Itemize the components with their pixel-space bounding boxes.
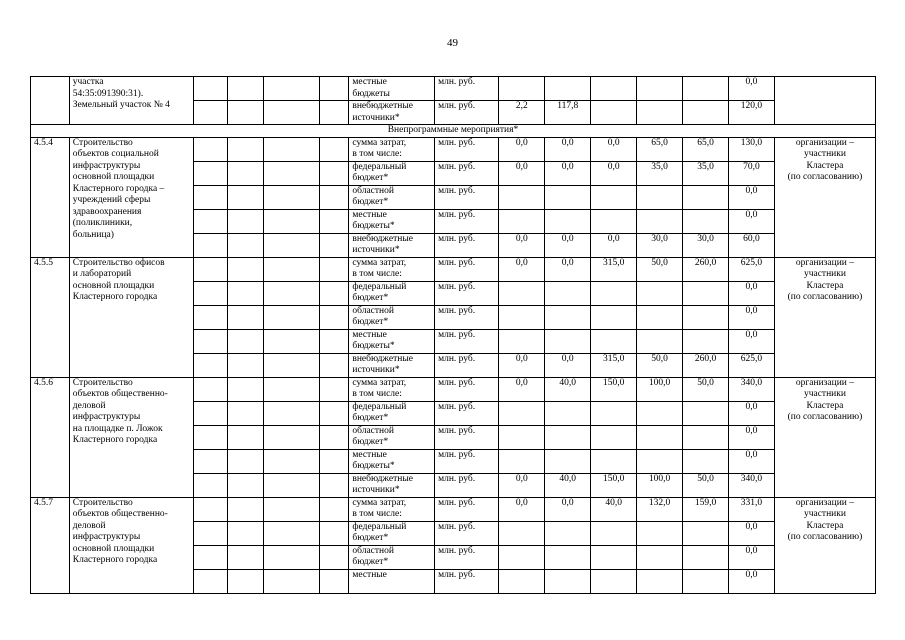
item-number: 4.5.5 (31, 257, 70, 377)
value-cell (637, 425, 683, 449)
unit-label: млн. руб. (435, 353, 499, 377)
value-cell (683, 545, 729, 569)
value-cell (499, 521, 545, 545)
value-cell: 132,0 (637, 497, 683, 521)
empty-cell (194, 449, 228, 473)
value-cell: 0,0 (728, 401, 774, 425)
empty-cell (319, 329, 349, 353)
item-number: 4.5.4 (31, 137, 70, 257)
value-cell (591, 449, 637, 473)
value-cell: 0,0 (545, 353, 591, 377)
value-cell: 50,0 (637, 257, 683, 281)
value-cell: 70,0 (728, 161, 774, 185)
value-cell: 260,0 (683, 353, 729, 377)
value-cell: 0,0 (728, 209, 774, 233)
executor: организации – участники Кластера (по согласованию) (774, 377, 875, 497)
empty-cell (194, 257, 228, 281)
empty-cell (194, 161, 228, 185)
value-cell: 50,0 (683, 377, 729, 401)
item-name: участка 54:35:091390:31). Земельный участок № 4 (69, 77, 194, 125)
empty-cell (263, 569, 319, 593)
item-name: Строительство объектов социальной инфраструктуры основной площадки Кластерного городка – учреждений сферы здравоохранения (поликлиники, больница) (69, 137, 194, 257)
value-cell (637, 449, 683, 473)
funding-source: местные бюджеты* (349, 449, 435, 473)
funding-source: сумма затрат, в том числе: (349, 377, 435, 401)
value-cell (545, 521, 591, 545)
funding-source: внебюджетные источники* (349, 473, 435, 497)
value-cell: 0,0 (728, 545, 774, 569)
empty-cell (194, 185, 228, 209)
value-cell: 30,0 (637, 233, 683, 257)
empty-cell (227, 473, 263, 497)
empty-cell (263, 473, 319, 497)
value-cell (545, 545, 591, 569)
value-cell (637, 329, 683, 353)
funding-source: местные бюджеты (349, 77, 435, 101)
value-cell: 2,2 (499, 101, 545, 125)
value-cell: 0,0 (545, 497, 591, 521)
funding-source: федеральный бюджет* (349, 161, 435, 185)
funding-source: местные бюджеты* (349, 329, 435, 353)
empty-cell (263, 137, 319, 161)
fragment-row (31, 77, 876, 101)
value-cell: 625,0 (728, 257, 774, 281)
unit-label: млн. руб. (435, 101, 499, 125)
value-cell: 40,0 (591, 497, 637, 521)
unit-label: млн. руб. (435, 209, 499, 233)
executor: организации – участники Кластера (по согласованию) (774, 257, 875, 377)
value-cell (637, 281, 683, 305)
value-cell (545, 449, 591, 473)
value-cell (683, 209, 729, 233)
value-cell (499, 77, 545, 101)
empty-cell (319, 449, 349, 473)
item-number (31, 77, 70, 125)
empty-cell (194, 137, 228, 161)
value-cell (545, 329, 591, 353)
empty-cell (194, 569, 228, 593)
value-cell: 100,0 (637, 473, 683, 497)
funding-source: местные (349, 569, 435, 593)
value-cell: 0,0 (591, 161, 637, 185)
value-cell: 340,0 (728, 473, 774, 497)
value-cell: 0,0 (728, 569, 774, 593)
unit-label: млн. руб. (435, 545, 499, 569)
value-cell (591, 521, 637, 545)
value-cell (499, 569, 545, 593)
page-number: 49 (447, 37, 458, 49)
value-cell: 0,0 (499, 473, 545, 497)
value-cell: 625,0 (728, 353, 774, 377)
item-name: Строительство объектов общественно- деловой инфраструктуры основной площадки Кластерного городка (69, 497, 194, 593)
item-row (31, 377, 876, 401)
value-cell: 65,0 (683, 137, 729, 161)
value-cell: 0,0 (591, 233, 637, 257)
value-cell (637, 101, 683, 125)
empty-cell (194, 521, 228, 545)
empty-cell (263, 401, 319, 425)
empty-cell (194, 329, 228, 353)
funding-source: сумма затрат, в том числе: (349, 497, 435, 521)
executor: организации – участники Кластера (по согласованию) (774, 497, 875, 593)
empty-cell (194, 377, 228, 401)
value-cell (591, 569, 637, 593)
empty-cell (319, 281, 349, 305)
empty-cell (263, 233, 319, 257)
empty-cell (263, 545, 319, 569)
value-cell (683, 569, 729, 593)
value-cell (499, 329, 545, 353)
funding-source: сумма затрат, в том числе: (349, 257, 435, 281)
funding-source: федеральный бюджет* (349, 281, 435, 305)
empty-cell (319, 353, 349, 377)
value-cell (545, 569, 591, 593)
item-name: Строительство офисов и лабораторий основной площадки Кластерного городка (69, 257, 194, 377)
unit-label: млн. руб. (435, 497, 499, 521)
item-name: Строительство объектов общественно- деловой инфраструктуры на площадке п. Ложок Кластерного городка (69, 377, 194, 497)
value-cell: 35,0 (637, 161, 683, 185)
empty-cell (319, 569, 349, 593)
value-cell: 340,0 (728, 377, 774, 401)
value-cell (545, 209, 591, 233)
value-cell: 0,0 (499, 161, 545, 185)
value-cell: 0,0 (545, 161, 591, 185)
value-cell: 0,0 (499, 233, 545, 257)
empty-cell (319, 305, 349, 329)
item-row (31, 137, 876, 161)
value-cell (683, 425, 729, 449)
unit-label: млн. руб. (435, 137, 499, 161)
value-cell: 117,8 (545, 101, 591, 125)
value-cell (683, 449, 729, 473)
value-cell: 120,0 (728, 101, 774, 125)
unit-label: млн. руб. (435, 305, 499, 329)
value-cell: 315,0 (591, 353, 637, 377)
empty-cell (263, 161, 319, 185)
value-cell (545, 77, 591, 101)
item-number: 4.5.7 (31, 497, 70, 593)
item-row (31, 497, 876, 521)
value-cell (591, 185, 637, 209)
empty-cell (227, 209, 263, 233)
empty-cell (227, 449, 263, 473)
value-cell (683, 401, 729, 425)
empty-cell (194, 233, 228, 257)
empty-cell (227, 329, 263, 353)
unit-label: млн. руб. (435, 233, 499, 257)
value-cell (591, 401, 637, 425)
value-cell (683, 521, 729, 545)
funding-source: федеральный бюджет* (349, 401, 435, 425)
value-cell: 0,0 (499, 137, 545, 161)
funding-source: внебюджетные источники* (349, 233, 435, 257)
value-cell (545, 281, 591, 305)
empty-cell (227, 521, 263, 545)
value-cell (499, 545, 545, 569)
value-cell (591, 77, 637, 101)
empty-cell (194, 77, 228, 101)
value-cell (637, 569, 683, 593)
value-cell (637, 401, 683, 425)
value-cell (683, 77, 729, 101)
value-cell: 130,0 (728, 137, 774, 161)
value-cell: 0,0 (499, 353, 545, 377)
value-cell (499, 449, 545, 473)
section-row (31, 125, 876, 138)
section-title: Внепрограммные мероприятия* (31, 125, 876, 138)
empty-cell (194, 101, 228, 125)
value-cell: 0,0 (728, 77, 774, 101)
empty-cell (319, 377, 349, 401)
value-cell (637, 209, 683, 233)
value-cell: 260,0 (683, 257, 729, 281)
unit-label: млн. руб. (435, 77, 499, 101)
funding-source: сумма затрат, в том числе: (349, 137, 435, 161)
empty-cell (319, 77, 349, 101)
empty-cell (227, 257, 263, 281)
empty-cell (194, 497, 228, 521)
funding-source: областной бюджет* (349, 305, 435, 329)
value-cell (683, 305, 729, 329)
empty-cell (194, 281, 228, 305)
value-cell (637, 77, 683, 101)
value-cell: 0,0 (499, 497, 545, 521)
unit-label: млн. руб. (435, 161, 499, 185)
empty-cell (263, 209, 319, 233)
value-cell (591, 305, 637, 329)
empty-cell (227, 545, 263, 569)
value-cell (683, 101, 729, 125)
value-cell (591, 425, 637, 449)
unit-label: млн. руб. (435, 521, 499, 545)
empty-cell (319, 137, 349, 161)
value-cell: 331,0 (728, 497, 774, 521)
funding-source: областной бюджет* (349, 545, 435, 569)
empty-cell (319, 257, 349, 281)
empty-cell (263, 185, 319, 209)
empty-cell (227, 185, 263, 209)
empty-cell (194, 425, 228, 449)
value-cell (637, 521, 683, 545)
value-cell: 65,0 (637, 137, 683, 161)
empty-cell (263, 353, 319, 377)
empty-cell (194, 305, 228, 329)
empty-cell (194, 209, 228, 233)
empty-cell (227, 101, 263, 125)
empty-cell (263, 497, 319, 521)
unit-label: млн. руб. (435, 449, 499, 473)
empty-cell (263, 281, 319, 305)
empty-cell (263, 377, 319, 401)
value-cell: 60,0 (728, 233, 774, 257)
value-cell: 0,0 (545, 137, 591, 161)
empty-cell (194, 353, 228, 377)
value-cell: 100,0 (637, 377, 683, 401)
empty-cell (227, 77, 263, 101)
unit-label: млн. руб. (435, 281, 499, 305)
empty-cell (194, 401, 228, 425)
empty-cell (227, 233, 263, 257)
value-cell (545, 185, 591, 209)
empty-cell (263, 77, 319, 101)
empty-cell (319, 209, 349, 233)
empty-cell (319, 233, 349, 257)
value-cell: 0,0 (728, 449, 774, 473)
value-cell (499, 209, 545, 233)
unit-label: млн. руб. (435, 425, 499, 449)
funding-source: местные бюджеты* (349, 209, 435, 233)
value-cell (591, 209, 637, 233)
empty-cell (319, 473, 349, 497)
unit-label: млн. руб. (435, 401, 499, 425)
empty-cell (194, 473, 228, 497)
empty-cell (227, 425, 263, 449)
unit-label: млн. руб. (435, 329, 499, 353)
funding-source: федеральный бюджет* (349, 521, 435, 545)
empty-cell (263, 425, 319, 449)
empty-cell (319, 401, 349, 425)
value-cell: 35,0 (683, 161, 729, 185)
item-number: 4.5.6 (31, 377, 70, 497)
empty-cell (227, 281, 263, 305)
value-cell (683, 329, 729, 353)
value-cell (591, 281, 637, 305)
empty-cell (227, 497, 263, 521)
value-cell (499, 425, 545, 449)
value-cell: 0,0 (728, 185, 774, 209)
value-cell: 150,0 (591, 473, 637, 497)
empty-cell (227, 377, 263, 401)
unit-label: млн. руб. (435, 185, 499, 209)
value-cell (499, 401, 545, 425)
value-cell: 150,0 (591, 377, 637, 401)
empty-cell (263, 329, 319, 353)
value-cell (499, 185, 545, 209)
value-cell: 315,0 (591, 257, 637, 281)
empty-cell (227, 569, 263, 593)
unit-label: млн. руб. (435, 257, 499, 281)
empty-cell (319, 521, 349, 545)
value-cell: 0,0 (545, 233, 591, 257)
value-cell: 0,0 (728, 425, 774, 449)
value-cell: 0,0 (728, 305, 774, 329)
funding-source: областной бюджет* (349, 425, 435, 449)
value-cell: 0,0 (545, 257, 591, 281)
value-cell (591, 329, 637, 353)
value-cell: 40,0 (545, 473, 591, 497)
value-cell (499, 305, 545, 329)
value-cell (545, 305, 591, 329)
value-cell (545, 425, 591, 449)
budget-table (30, 76, 876, 594)
empty-cell (319, 161, 349, 185)
empty-cell (227, 353, 263, 377)
funding-source: внебюджетные источники* (349, 353, 435, 377)
funding-source: областной бюджет* (349, 185, 435, 209)
unit-label: млн. руб. (435, 377, 499, 401)
value-cell: 0,0 (499, 257, 545, 281)
unit-label: млн. руб. (435, 473, 499, 497)
empty-cell (319, 185, 349, 209)
value-cell: 159,0 (683, 497, 729, 521)
executor (774, 77, 875, 125)
empty-cell (263, 305, 319, 329)
value-cell: 0,0 (728, 329, 774, 353)
value-cell (683, 185, 729, 209)
value-cell (499, 281, 545, 305)
empty-cell (263, 257, 319, 281)
value-cell: 0,0 (728, 281, 774, 305)
funding-source: внебюджетные источники* (349, 101, 435, 125)
value-cell: 30,0 (683, 233, 729, 257)
value-cell (591, 101, 637, 125)
value-cell (637, 545, 683, 569)
empty-cell (319, 425, 349, 449)
empty-cell (227, 161, 263, 185)
empty-cell (319, 545, 349, 569)
empty-cell (263, 449, 319, 473)
empty-cell (227, 305, 263, 329)
empty-cell (263, 521, 319, 545)
empty-cell (319, 101, 349, 125)
value-cell: 0,0 (728, 521, 774, 545)
empty-cell (227, 401, 263, 425)
value-cell (637, 185, 683, 209)
empty-cell (227, 137, 263, 161)
value-cell: 50,0 (637, 353, 683, 377)
value-cell (545, 401, 591, 425)
empty-cell (263, 101, 319, 125)
value-cell (591, 545, 637, 569)
empty-cell (194, 545, 228, 569)
executor: организации – участники Кластера (по согласованию) (774, 137, 875, 257)
value-cell: 0,0 (591, 137, 637, 161)
value-cell: 40,0 (545, 377, 591, 401)
value-cell: 50,0 (683, 473, 729, 497)
value-cell (637, 305, 683, 329)
unit-label: млн. руб. (435, 569, 499, 593)
value-cell (683, 281, 729, 305)
item-row (31, 257, 876, 281)
value-cell: 0,0 (499, 377, 545, 401)
empty-cell (319, 497, 349, 521)
